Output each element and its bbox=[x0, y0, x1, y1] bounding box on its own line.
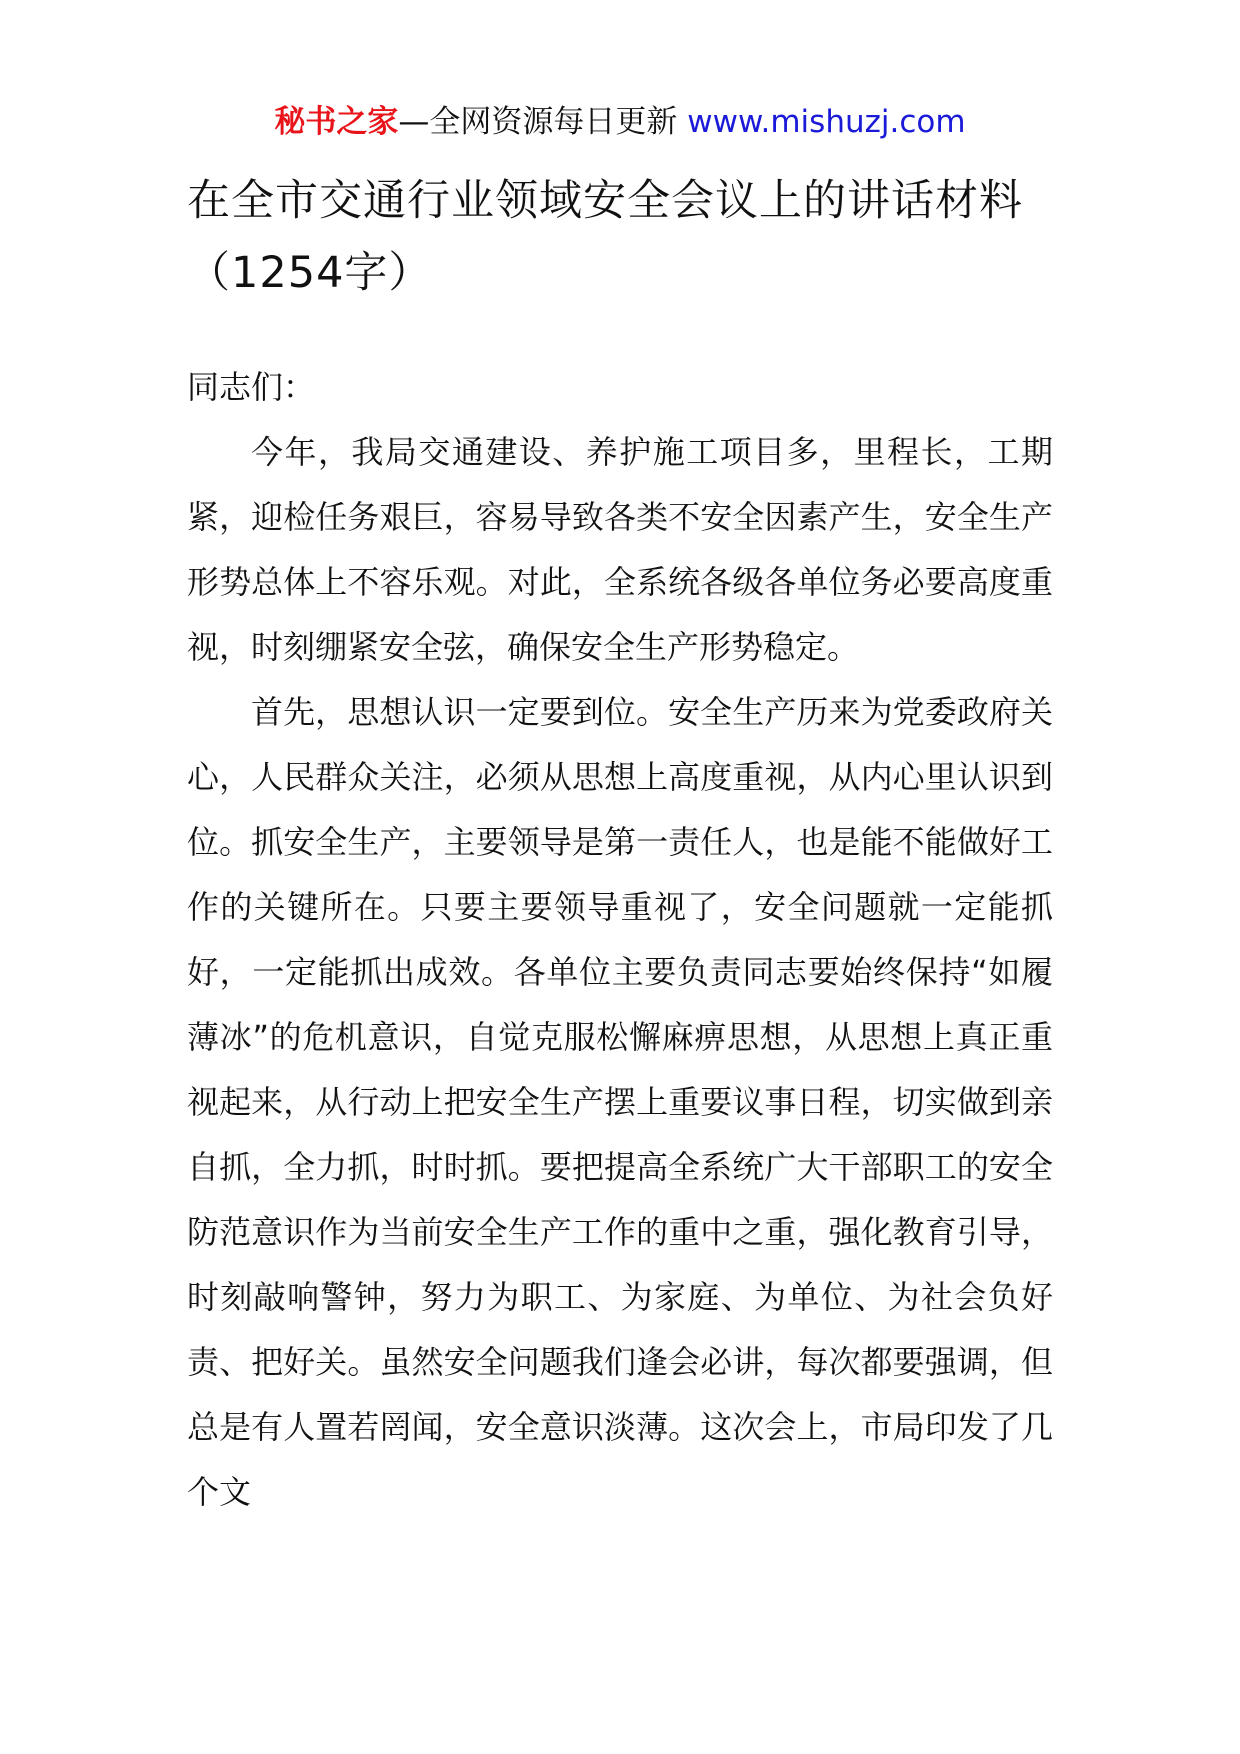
site-tagline: —全网资源每日更新 bbox=[398, 104, 688, 140]
document-title: 在全市交通行业领域安全会议上的讲话材料（1254字） bbox=[187, 176, 1023, 298]
paragraph: 今年，我局交通建设、养护施工项目多，里程长，工期紧，迎检任务艰巨，容易导致各类不安全因素产生，安全生产形势总体上不容乐观。对此，全系统各级各单位务必要高度重视，时刻绷紧安全弦，确保安全生产形势稳定。 bbox=[187, 433, 1053, 666]
brand-name: 秘书之家 bbox=[274, 104, 399, 140]
site-url-link[interactable]: www.mishuzj.com bbox=[687, 104, 966, 140]
salutation: 同志们： bbox=[187, 368, 316, 406]
site-header bbox=[0, 100, 1240, 144]
document-body bbox=[187, 355, 1053, 1525]
paragraph: 首先，思想认识一定要到位。安全生产历来为党委政府关心，人民群众关注，必须从思想上高度重视，从内心里认识到位。抓安全生产，主要领导是第一责任人，也是能不能做好工作的关键所在。只要主要领导重视了，安全问题就一定能抓好，一定能抓出成效。各单位主要负责同志要始终保持“如履薄冰”的危机意识，自觉克服松懈麻痹思想，从思想上真正重视起来，从行动上把安全生产摆上重要议事日程，切实做到亲自抓，全力抓，时时抓。要把提高全系统广大干部职工的安全防范意识作为当前安全生产工作的重中之重，强化教育引导，时刻敲响警钟，努力为职工、为家庭、为单位、为社会负好责、把好关。虽然安全问题我们逢会必讲，每次都要强调，但总是有人置若罔闻，安全意识淡薄。这次会上，市局印发了几个文 bbox=[187, 693, 1053, 1511]
